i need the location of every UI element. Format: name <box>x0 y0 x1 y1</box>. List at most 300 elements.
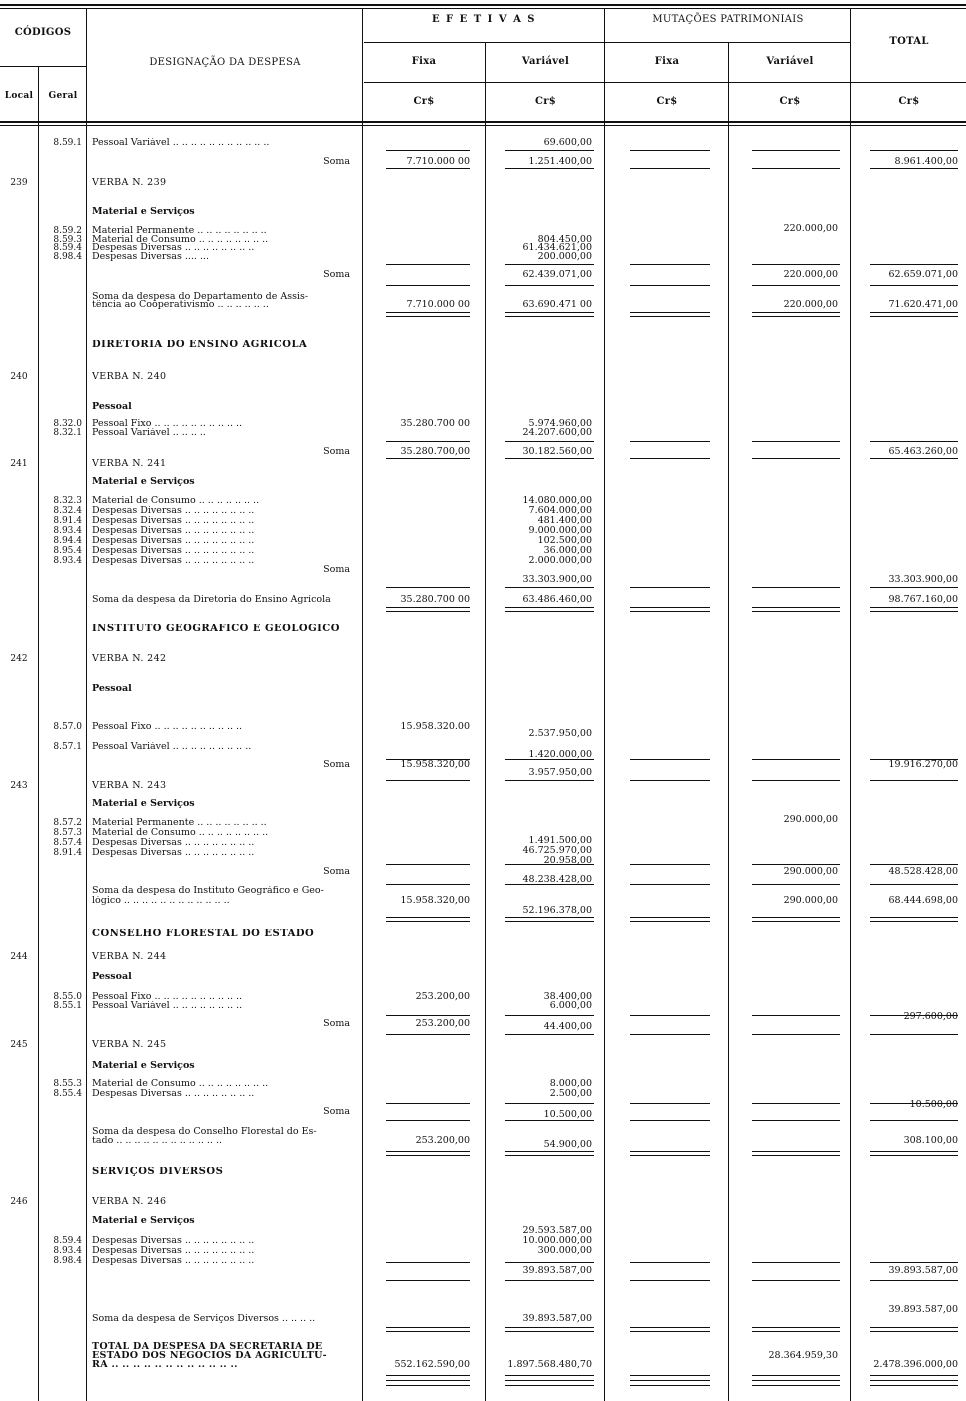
code-geral: 8.59.4 <box>53 1236 82 1246</box>
subtotal-rule <box>505 1380 594 1381</box>
total-value: 65.463.260,00 <box>888 446 958 457</box>
code-local: 245 <box>10 1040 28 1050</box>
subtotal-rule <box>752 1015 840 1016</box>
description: Despesas Diversas .. .. .. .. .. .. .. .. <box>92 556 255 566</box>
code-geral: 8.59.4 <box>53 243 82 253</box>
efetivas-variavel-value: 39.893.587,00 <box>522 1265 592 1276</box>
mutacoes-variavel-value: 220.000,00 <box>783 223 838 234</box>
subtotal-rule <box>752 441 840 442</box>
description: Despesas Diversas .. .. .. .. .. .. .. .. <box>92 1236 255 1246</box>
subtotal-rule <box>630 780 710 781</box>
subtotal-rule <box>870 884 958 885</box>
col-rule-ev <box>604 8 605 1401</box>
efetivas-fixa-value: 35.280.700 00 <box>400 418 470 429</box>
subtotal-rule <box>752 611 840 612</box>
efetivas-variavel-value: 52.196.378,00 <box>522 905 592 916</box>
efetivas-variavel-value: 8.000,00 <box>549 1078 592 1089</box>
subtotal-rule <box>630 1380 710 1381</box>
code-geral: 8.32.0 <box>53 419 82 429</box>
description: VERBA N. 240 <box>92 372 167 382</box>
subtotal-rule <box>752 1327 840 1328</box>
subtotal-rule <box>505 607 594 608</box>
efetivas-variavel-value: 29.593.587,00 <box>522 1225 592 1236</box>
efetivas-variavel-value: 10.500,00 <box>543 1109 592 1120</box>
subtotal-rule <box>630 1120 710 1121</box>
efetivas-variavel-value: 9.000.000,00 <box>528 525 592 536</box>
description: Soma da despesa do Departamento de Assis- <box>92 292 309 302</box>
subtotal-rule <box>870 607 958 608</box>
efetivas-fixa-value: 15.958.320.00 <box>400 721 470 732</box>
description: DIRETORIA DO ENSINO AGRÍCOLA <box>92 340 308 350</box>
subtotal-rule <box>386 441 470 442</box>
efetivas-fixa-value: 552.162.590,00 <box>394 1359 470 1370</box>
subtotal-rule <box>386 1151 470 1152</box>
code-local: 239 <box>10 178 28 188</box>
subtotal-rule <box>870 312 958 313</box>
subtotal-rule <box>505 1331 594 1332</box>
description: Despesas Diversas .. .. .. .. .. .. .. .. <box>92 848 255 858</box>
subtotal-rule <box>630 1015 710 1016</box>
description: VERBA N. 245 <box>92 1040 167 1050</box>
subtotal-rule <box>386 1103 470 1104</box>
description: Material de Consumo .. .. .. .. .. .. .. <box>92 496 260 506</box>
description: SERVIÇOS DIVERSOS <box>92 1167 224 1177</box>
description: Soma <box>323 1019 350 1029</box>
code-geral: 8.55.1 <box>53 1001 82 1011</box>
header-bottom-rule <box>0 121 966 123</box>
subtotal-rule <box>386 458 470 459</box>
subtotal-rule <box>752 607 840 608</box>
code-local: 242 <box>10 654 28 664</box>
efetivas-fixa-value: 15.958.320,00 <box>400 895 470 906</box>
subtotal-rule <box>752 1375 840 1376</box>
subtotal-rule <box>505 1034 594 1035</box>
description: TOTAL DA DESPESA DA SECRETARIA DE <box>92 1342 323 1352</box>
subtotal-rule <box>505 441 594 442</box>
subtotal-rule <box>505 1385 594 1386</box>
description: Despesas Diversas .. .. .. .. .. .. .. .. <box>92 1089 255 1099</box>
subtotal-rule <box>752 884 840 885</box>
subtotal-rule <box>752 168 840 169</box>
subtotal-rule <box>386 285 470 286</box>
mutacoes-variavel-value: 290.000,00 <box>783 814 838 825</box>
subtotal-rule <box>870 587 958 588</box>
total-value: 19.916.270,00 <box>888 759 958 770</box>
subtotal-rule <box>505 316 594 317</box>
subtotal-rule <box>386 1015 470 1016</box>
description: Pessoal Fixo .. .. .. .. .. .. .. .. .. .. <box>92 419 243 429</box>
subtotal-rule <box>870 611 958 612</box>
header-geral: Geral <box>48 91 78 101</box>
code-local: 243 <box>10 781 28 791</box>
description: VERBA N. 242 <box>92 654 167 664</box>
description: Soma <box>323 447 350 457</box>
col-rule-desc <box>362 8 363 1401</box>
subtotal-rule <box>505 1015 594 1016</box>
subtotal-rule <box>870 864 958 865</box>
subtotal-rule <box>386 1331 470 1332</box>
code-geral: 8.59.2 <box>53 226 82 236</box>
description: Material e Serviços <box>92 799 195 809</box>
subtotal-rule <box>630 1331 710 1332</box>
code-geral: 8.32.3 <box>53 496 82 506</box>
efetivas-variavel-value: 2.537.950,00 <box>528 728 592 739</box>
subtotal-rule <box>630 168 710 169</box>
efetivas-fixa-value: 253.200,00 <box>415 991 470 1002</box>
header-total: TOTAL <box>889 36 929 47</box>
currency-total: Cr$ <box>898 96 920 107</box>
col-rule-geral <box>86 8 87 1401</box>
code-geral: 8.59.1 <box>53 138 82 148</box>
subtotal-rule <box>870 168 958 169</box>
efetivas-variavel-value: 36.000,00 <box>543 545 592 556</box>
description: Pessoal Fixo .. .. .. .. .. .. .. .. .. .. <box>92 722 243 732</box>
subtotal-rule <box>752 264 840 265</box>
efetivas-variavel-value: 63.486.460,00 <box>522 594 592 605</box>
code-local: 241 <box>10 459 28 469</box>
description: ESTADO DOS NEGÓCIOS DA AGRICULTU- <box>92 1351 327 1361</box>
description: Pessoal Variável .. .. .. .. .. .. .. .. .. .. .. <box>92 138 270 148</box>
code-local: 246 <box>10 1197 28 1207</box>
total-value: 48.528.428,00 <box>888 866 958 877</box>
subtotal-rule <box>505 150 594 151</box>
code-geral: 8.55.4 <box>53 1089 82 1099</box>
description: Pessoal <box>92 972 132 982</box>
subtotal-rule <box>505 1120 594 1121</box>
efetivas-variavel-value: 10.000.000,00 <box>522 1235 592 1246</box>
subtotal-rule <box>386 1375 470 1376</box>
subtotal-rule <box>630 1375 710 1376</box>
efetivas-variavel-value: 54.900,00 <box>543 1139 592 1150</box>
header-local: Local <box>4 91 34 101</box>
subtotal-rule <box>505 312 594 313</box>
total-value: 308.100,00 <box>903 1135 958 1146</box>
subtotal-rule <box>505 587 594 588</box>
mutacoes-variavel-value: 290.000,00 <box>783 895 838 906</box>
description: VERBA N. 246 <box>92 1197 167 1207</box>
subtotal-rule <box>630 607 710 608</box>
description: RA .. .. .. .. .. .. .. .. .. .. .. .. <box>92 1360 238 1370</box>
subtotal-rule <box>505 264 594 265</box>
subtotal-rule <box>752 1034 840 1035</box>
total-value: 98.767.160,00 <box>888 594 958 605</box>
subtotal-rule <box>630 759 710 760</box>
total-value: 297.600,00 <box>903 1011 958 1022</box>
subtotal-rule <box>630 864 710 865</box>
subtotal-rule <box>752 1120 840 1121</box>
description: Material Permanente .. .. .. .. .. .. .. .. <box>92 818 267 828</box>
subtotal-rule <box>870 1375 958 1376</box>
code-geral: 8.93.4 <box>53 526 82 536</box>
subtotal-rule <box>505 1151 594 1152</box>
subtotal-rule <box>386 611 470 612</box>
description: INSTITUTO GEOGRÁFICO E GEOLÓGICO <box>92 624 340 634</box>
subtotal-rule <box>630 150 710 151</box>
subtotal-rule <box>386 312 470 313</box>
code-geral: 8.55.0 <box>53 992 82 1002</box>
efetivas-divider <box>364 42 850 43</box>
subtotal-rule <box>386 864 470 865</box>
subtotal-rule <box>752 312 840 313</box>
efetivas-variavel-value: 2.000.000,00 <box>528 555 592 566</box>
code-geral: 8.57.3 <box>53 828 82 838</box>
description: Soma <box>323 565 350 575</box>
subtotal-rule <box>386 884 470 885</box>
efetivas-variavel-value: 30.182.560,00 <box>522 446 592 457</box>
code-geral: 8.55.3 <box>53 1079 82 1089</box>
description: VERBA N. 244 <box>92 952 167 962</box>
fixa-variavel-divider <box>364 82 966 83</box>
efetivas-variavel-value: 38.400,00 <box>543 991 592 1002</box>
subtotal-rule <box>386 921 470 922</box>
subtotal-rule <box>386 1034 470 1035</box>
subtotal-rule <box>752 864 840 865</box>
code-geral: 8.32.1 <box>53 428 82 438</box>
subtotal-rule <box>870 264 958 265</box>
header-codigos: CÓDIGOS <box>14 27 72 38</box>
subtotal-rule <box>505 1327 594 1328</box>
efetivas-variavel-value: 481.400,00 <box>537 515 592 526</box>
description: Pessoal Variável .. .. .. .. <box>92 428 206 438</box>
total-value: 39.893.587,00 <box>888 1304 958 1315</box>
description: Pessoal <box>92 402 132 412</box>
code-geral: 8.93.4 <box>53 1246 82 1256</box>
mutacoes-variavel-value: 220.000,00 <box>783 299 838 310</box>
subtotal-rule <box>386 587 470 588</box>
mutacoes-variavel-value: 290.000,00 <box>783 866 838 877</box>
description: Despesas Diversas .... ... <box>92 252 210 262</box>
subtotal-rule <box>752 1262 840 1263</box>
subtotal-rule <box>386 1262 470 1263</box>
description: Soma <box>323 157 350 167</box>
efetivas-variavel-value: 300.000,00 <box>537 1245 592 1256</box>
total-value: 68.444.698,00 <box>888 895 958 906</box>
description: Material e Serviços <box>92 477 195 487</box>
subtotal-rule <box>630 1034 710 1035</box>
subtotal-rule <box>386 1155 470 1156</box>
total-value: 39.893.587,00 <box>888 1265 958 1276</box>
efetivas-variavel-value: 804.450,00 <box>537 234 592 245</box>
total-value: 10.500,00 <box>909 1099 958 1110</box>
header-efetivas-fixa: Fixa <box>411 56 437 67</box>
subtotal-rule <box>752 285 840 286</box>
code-geral: 8.93.4 <box>53 556 82 566</box>
code-local: 244 <box>10 952 28 962</box>
subtotal-rule <box>505 884 594 885</box>
subtotal-rule <box>870 1327 958 1328</box>
description: Soma <box>323 760 350 770</box>
subtotal-rule <box>870 1262 958 1263</box>
subtotal-rule <box>752 759 840 760</box>
efetivas-fixa-value: 7.710.000 00 <box>406 156 470 167</box>
total-value: 2.478.396.000,00 <box>873 1359 958 1370</box>
subtotal-rule <box>870 921 958 922</box>
subtotal-rule <box>505 917 594 918</box>
subtotal-rule <box>630 312 710 313</box>
subtotal-rule <box>386 1380 470 1381</box>
col-rule-mv <box>850 8 851 1401</box>
code-geral: 8.57.1 <box>53 742 82 752</box>
subtotal-rule <box>386 1385 470 1386</box>
header-mutacoes-variavel: Variável <box>766 56 814 67</box>
code-geral: 8.98.4 <box>53 1256 82 1266</box>
description: Pessoal <box>92 684 132 694</box>
code-geral: 8.57.2 <box>53 818 82 828</box>
subtotal-rule <box>630 458 710 459</box>
efetivas-variavel-value: 102.500,00 <box>537 535 592 546</box>
subtotal-rule <box>386 917 470 918</box>
subtotal-rule <box>630 1151 710 1152</box>
subtotal-rule <box>752 780 840 781</box>
description: Despesas Diversas .. .. .. .. .. .. .. .. <box>92 536 255 546</box>
subtotal-rule <box>870 150 958 151</box>
subtotal-rule <box>386 759 470 760</box>
code-geral: 8.59.3 <box>53 235 82 245</box>
description: VERBA N. 239 <box>92 178 167 188</box>
subtotal-rule <box>386 264 470 265</box>
header-efetivas-variavel: Variável <box>521 56 570 67</box>
subtotal-rule <box>630 316 710 317</box>
efetivas-variavel-value: 14.080.000,00 <box>522 495 592 506</box>
subtotal-rule <box>505 285 594 286</box>
subtotal-rule <box>752 1380 840 1381</box>
header-mutacoes-fixa: Fixa <box>654 56 680 67</box>
subtotal-rule <box>505 780 594 781</box>
subtotal-rule <box>630 1103 710 1104</box>
description: Soma <box>323 867 350 877</box>
description: Material de Consumo .. .. .. .. .. .. .. .. <box>92 828 269 838</box>
description: VERBA N. 243 <box>92 781 167 791</box>
subtotal-rule <box>752 1280 840 1281</box>
efetivas-variavel-value: 33.303.900,00 <box>522 574 592 585</box>
efetivas-fixa-value: 35.280.700,00 <box>400 446 470 457</box>
subtotal-rule <box>870 1385 958 1386</box>
subtotal-rule <box>752 1331 840 1332</box>
description: Despesas Diversas .. .. .. .. .. .. .. .. <box>92 526 255 536</box>
currency-ev: Cr$ <box>534 96 557 107</box>
total-value: 33.303.900,00 <box>888 574 958 585</box>
subtotal-rule <box>752 458 840 459</box>
subtotal-rule <box>870 285 958 286</box>
subtotal-rule <box>630 921 710 922</box>
subtotal-rule <box>505 168 594 169</box>
efetivas-variavel-value: 3.957.950,00 <box>528 767 592 778</box>
efetivas-variavel-value: 63.690.471 00 <box>522 299 592 310</box>
description: Material e Serviços <box>92 207 195 217</box>
subtotal-rule <box>752 921 840 922</box>
code-geral: 8.32.4 <box>53 506 82 516</box>
top-border <box>0 4 966 6</box>
subtotal-rule <box>386 168 470 169</box>
subtotal-rule <box>870 1120 958 1121</box>
description: Material Permanente .. .. .. .. .. .. .. .. <box>92 226 267 236</box>
subtotal-rule <box>505 1103 594 1104</box>
description: tência ao Cooperativismo .. .. .. .. .. .. <box>92 300 269 310</box>
description: Soma <box>323 1107 350 1117</box>
efetivas-variavel-value: 6.000,00 <box>549 1000 592 1011</box>
description: lógico .. .. .. .. .. .. .. .. .. .. .. .. <box>92 896 230 906</box>
codigos-divider <box>0 66 86 67</box>
description: Pessoal Variável .. .. .. .. .. .. .. .. <box>92 1001 243 1011</box>
efetivas-variavel-value: 200.000,00 <box>537 251 592 262</box>
code-geral: 8.91.4 <box>53 848 82 858</box>
subtotal-rule <box>870 441 958 442</box>
description: Soma da despesa da Diretoria do Ensino Agrícola <box>92 595 331 605</box>
efetivas-variavel-value: 69.600,00 <box>543 137 592 148</box>
efetivas-fixa-value: 15.958.320,00 <box>400 759 470 770</box>
description: Pessoal Variável .. .. .. .. .. .. .. .. .. <box>92 742 252 752</box>
mutacoes-variavel-value: 220.000,00 <box>783 269 838 280</box>
efetivas-variavel-value: 61.434.621,00 <box>522 242 592 253</box>
subtotal-rule <box>505 1262 594 1263</box>
efetivas-variavel-value: 1.491.500,00 <box>528 835 592 846</box>
description: Material de Consumo .. .. .. .. .. .. .. .. <box>92 235 269 245</box>
subtotal-rule <box>630 285 710 286</box>
subtotal-rule <box>630 441 710 442</box>
description: Material e Serviços <box>92 1216 195 1226</box>
subtotal-rule <box>386 1327 470 1328</box>
subtotal-rule <box>870 780 958 781</box>
subtotal-rule <box>505 921 594 922</box>
currency-ef: Cr$ <box>413 96 435 107</box>
mutacoes-variavel-value: 28.364.959,30 <box>768 1350 838 1361</box>
description: Despesas Diversas .. .. .. .. .. .. .. .. <box>92 516 255 526</box>
subtotal-rule <box>386 780 470 781</box>
description: Despesas Diversas .. .. .. .. .. .. .. .. <box>92 506 255 516</box>
header-bottom-rule-inner <box>0 125 966 126</box>
efetivas-fixa-value: 253.200,00 <box>415 1018 470 1029</box>
header-mutacoes: MUTAÇÕES PATRIMONIAIS <box>652 14 804 25</box>
efetivas-variavel-value: 24.207.600,00 <box>522 427 592 438</box>
subtotal-rule <box>752 1155 840 1156</box>
code-geral: 8.91.4 <box>53 516 82 526</box>
total-value: 71.620.471,00 <box>888 299 958 310</box>
subtotal-rule <box>752 316 840 317</box>
subtotal-rule <box>630 1262 710 1263</box>
subtotal-rule <box>870 1331 958 1332</box>
subtotal-rule <box>870 458 958 459</box>
total-value: 62.659.071,00 <box>888 269 958 280</box>
subtotal-rule <box>752 150 840 151</box>
description: Soma <box>323 270 350 280</box>
currency-mv: Cr$ <box>779 96 801 107</box>
subtotal-rule <box>630 917 710 918</box>
efetivas-variavel-value: 48.238.428,00 <box>522 874 592 885</box>
subtotal-rule <box>752 1385 840 1386</box>
top-border-inner <box>0 8 966 9</box>
col-rule-ef <box>485 42 486 1401</box>
subtotal-rule <box>870 1151 958 1152</box>
subtotal-rule <box>630 1327 710 1328</box>
subtotal-rule <box>630 884 710 885</box>
description: CONSELHO FLORESTAL DO ESTADO <box>92 929 315 939</box>
currency-mf: Cr$ <box>656 96 678 107</box>
subtotal-rule <box>870 1380 958 1381</box>
description: Despesas Diversas .. .. .. .. .. .. .. .. <box>92 243 255 253</box>
efetivas-variavel-value: 1.251.400,00 <box>528 156 592 167</box>
subtotal-rule <box>752 587 840 588</box>
efetivas-variavel-value: 62.439.071,00 <box>522 269 592 280</box>
code-geral: 8.57.4 <box>53 838 82 848</box>
header-efetivas: E F E T I V A S <box>431 14 537 25</box>
subtotal-rule <box>386 150 470 151</box>
efetivas-variavel-value: 2.500,00 <box>549 1088 592 1099</box>
subtotal-rule <box>870 1155 958 1156</box>
description: VERBA N. 241 <box>92 459 167 469</box>
subtotal-rule <box>630 1385 710 1386</box>
description: Material de Consumo .. .. .. .. .. .. .. .. <box>92 1079 269 1089</box>
subtotal-rule <box>505 458 594 459</box>
